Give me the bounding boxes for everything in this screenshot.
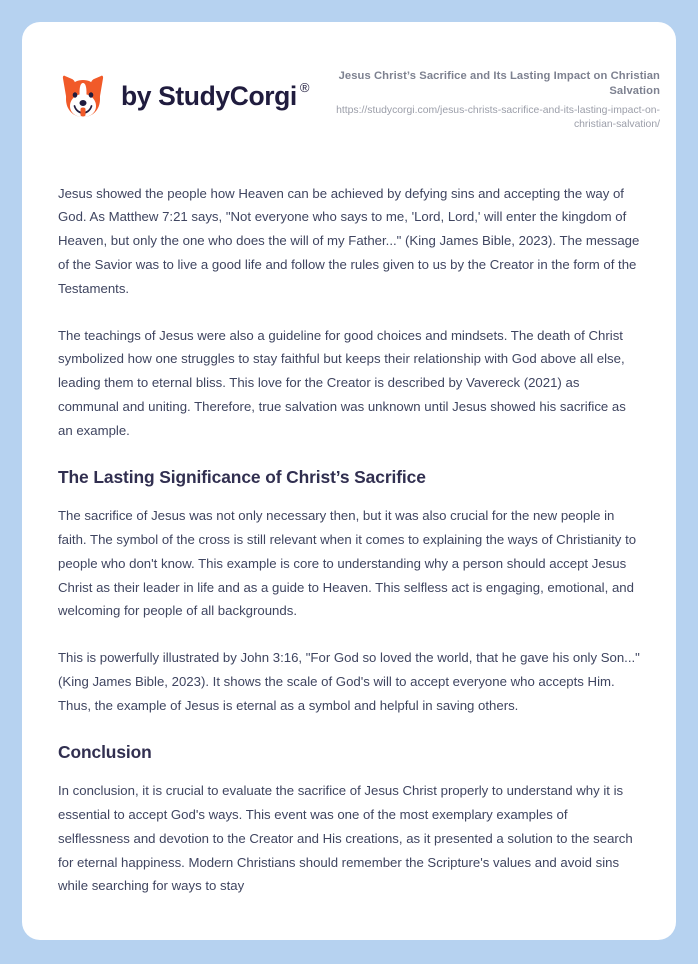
section-heading-lasting-significance: The Lasting Significance of Christ’s Sacrifice [58, 466, 426, 487]
paragraph-4: This is powerfully illustrated by John 3:16, "For God so loved the world, that he gave his only Son..." (King James Bible, 2023). It shows the scale of God's will to accept everyone who accepts Him. Thus, the example of Jesus is eternal as a symbol and helpful in saving others. [58, 650, 640, 713]
paragraph-2: The teachings of Jesus were also a guideline for good choices and mindsets. The death of Christ symbolized how one struggles to stay faithful but keeps their relationship with God above all else, leading them to eternal bliss. This love for the Creator is described by Vavereck (2021) as communal and uniting. Therefore, true salvation was unknown until Jesus showed his sacrifice as an example. [58, 327, 626, 438]
document-meta [312, 65, 660, 132]
studycorgi-brand[interactable] [58, 65, 309, 121]
registered-trademark-icon: ® [299, 79, 310, 95]
brand-wordmark [121, 79, 310, 111]
page-title: Jesus Christ’s Sacrifice and Its Lasting Impact on Christian Salvation [338, 70, 660, 97]
document-page-card [22, 22, 676, 940]
paragraph-3: The sacrifice of Jesus was not only necessary then, but it was also crucial for the new people in faith. The symbol of the cross is still relevant when it comes to explaining the ways of Christianity to people who don't know. This example is core to understanding why a person should accept Jesus Christ as their leader in life and as a guide to Heaven. This selfless act is engaging, emotional, and welcoming for people of all backgrounds. [58, 508, 637, 619]
paragraph-5: In conclusion, it is crucial to evaluate the sacrifice of Jesus Christ properly to understand why it is essential to accept God's ways. This event was one of the most exemplary examples of selflessness and devotion to the Creator and His creations, as it presented a solution to the search for eternal happiness. Modern Christians should remember the Scripture's values and avoid sins while searching for ways to stay [58, 783, 633, 894]
document-header [22, 22, 676, 132]
brand-name: by StudyCorgi [121, 80, 297, 111]
corgi-logo-icon [58, 71, 108, 121]
paragraph-1: Jesus showed the people how Heaven can be achieved by defying sins and accepting the way of God. As Matthew 7:21 says, "Not everyone who says to me, 'Lord, Lord,' will enter the kingdom of Heaven, but only the one who does the will of my Father..." (King James Bible, 2023). The message of the Savior was to live a good life and follow the rules given to us by the Creator in the form of the Testaments. [58, 185, 640, 296]
section-heading-conclusion: Conclusion [58, 741, 152, 762]
document-body [22, 182, 676, 899]
source-url[interactable]: https://studycorgi.com/jesus-christs-sacrifice-and-its-lasting-impact-on-christian-salvation/ [336, 104, 660, 130]
